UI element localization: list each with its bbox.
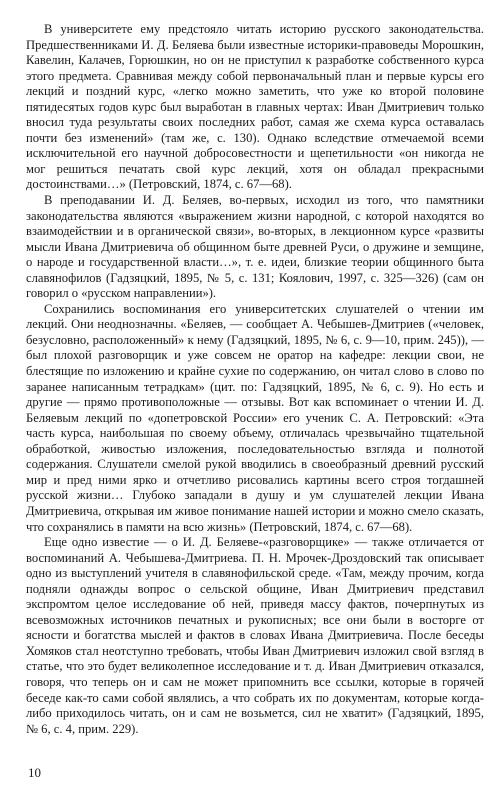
- body-text: [26, 22, 484, 737]
- paragraph-2: В преподавании И. Д. Беляев, во-первых, исходил из того, что памятники законодательства являются «выражением жизни народной, с которой находятся во взаимодействии и в органической связи», во-вторых, в лекционном курсе «развиты мысли Ивана Дмитриевича об общинном быте древней Руси, о дружине и земщине, о народе и государственной власти…», т. е. идеи, близкие теории общинного быта славянофилов (Гадзяцкий, 1895, № 5, с. 131; Коялович, 1997, с. 325—326) (сам он говорил о «русском направлении»).: [26, 193, 484, 301]
- paragraph-3: Сохранились воспоминания его университетских слушателей о чтении им лекций. Они неоднозначны. «Беляев, — сообщает А. Чебышев-Дмитриев («человек, безусловно, расположенный» к нему (Гадзяцкий, 1895, № 6, с. 9—10, прим. 245)), — был плохой разговорщик и уже совсем не оратор на кафедре: лекции свои, не блестящие по изложению и крайне сухие по содержанию, он читал слово в слово по заранее написанным тетрадкам» (цит. по: Гадзяцкий, 1895, № 6, с. 9). Но есть и другие — прямо противоположные — отзывы. Вот как вспоминает о чтении И. Д. Беляевым лекций по «допетровской России» его ученик С. А. Петровский: «Эта часть курса, наибольшая по своему объему, отличалась чрезвычайно тщательной обработкой, живостью изложения, последовательностью взгляда и полнотой содержания. Слушатели смелой рукой вводились в своеобразный древний русский мир и пред ними ярко и отчетливо рисовались картины всего строя тогдашней русской жизни… Глубоко западали в душу и ум слушателей лекции Ивана Дмитриевича, открывая им живое понимание нашей истории и можно смело сказать, что сохранялись в памяти на всю жизнь» (Петровский, 1874, с. 67—68).: [26, 301, 484, 534]
- paragraph-4: Еще одно известие — о И. Д. Беляеве-«разговорщике» — также отличается от воспоминаний А. Чебышева-Дмитриева. П. Н. Мрочек-Дроздовский так описывает одно из выступлений учителя в славянофильской среде. «Там, между прочим, когда подняли однажды вопрос о сельской общине, Иван Дмитриевич представил экспромтом целое исследование об ней, приведя массу фактов, почерпнутых из всевозможных источников печатных и рукописных; все они были в восторге от ясности и богатства мыслей и фактов в словах Ивана Дмитриевича. После беседы Хомяков стал неотступно требовать, чтобы Иван Дмитриевич изложил свой взгляд в статье, что это будет великолепное исследование и т. д. Иван Дмитриевич отказался, говоря, что теперь он и сам не может припомнить все ссылки, которые в горячей беседе как-то сами собой являлись, а что собрать их по документам, которые когда-либо приходилось читать, он и сам не возьмется, сил не хватит» (Гадзяцкий, 1895, № 6, с. 4, прим. 229).: [26, 535, 484, 736]
- paragraph-1: В университете ему предстояло читать историю русского законодательства. Предшественниками И. Д. Беляева были известные историки-правоведы Морошкин, Кавелин, Калачев, Горюшкин, но он не приступил к разработке собственного курса этого предмета. Сравнивая между собой первоначальный план и первые курсы его лекций и поздний курс, «легко можно заметить, что уже ко второй половине пятидесятых годов курс был выработан в главных чертах: Иван Дмитриевич только вносил туда результаты своих последних работ, самая же схема курса оставалась почти без изменений» (там же, с. 130). Однако вследствие отмечаемой всеми исключительной его научной добросовестности и щепетильности «он никогда не мог решиться печатать свой курс лекций, хотя он обладал прекрасными достоинствами…» (Петровский, 1874, с. 67—68).: [26, 22, 484, 192]
- page-number: 10: [28, 765, 41, 780]
